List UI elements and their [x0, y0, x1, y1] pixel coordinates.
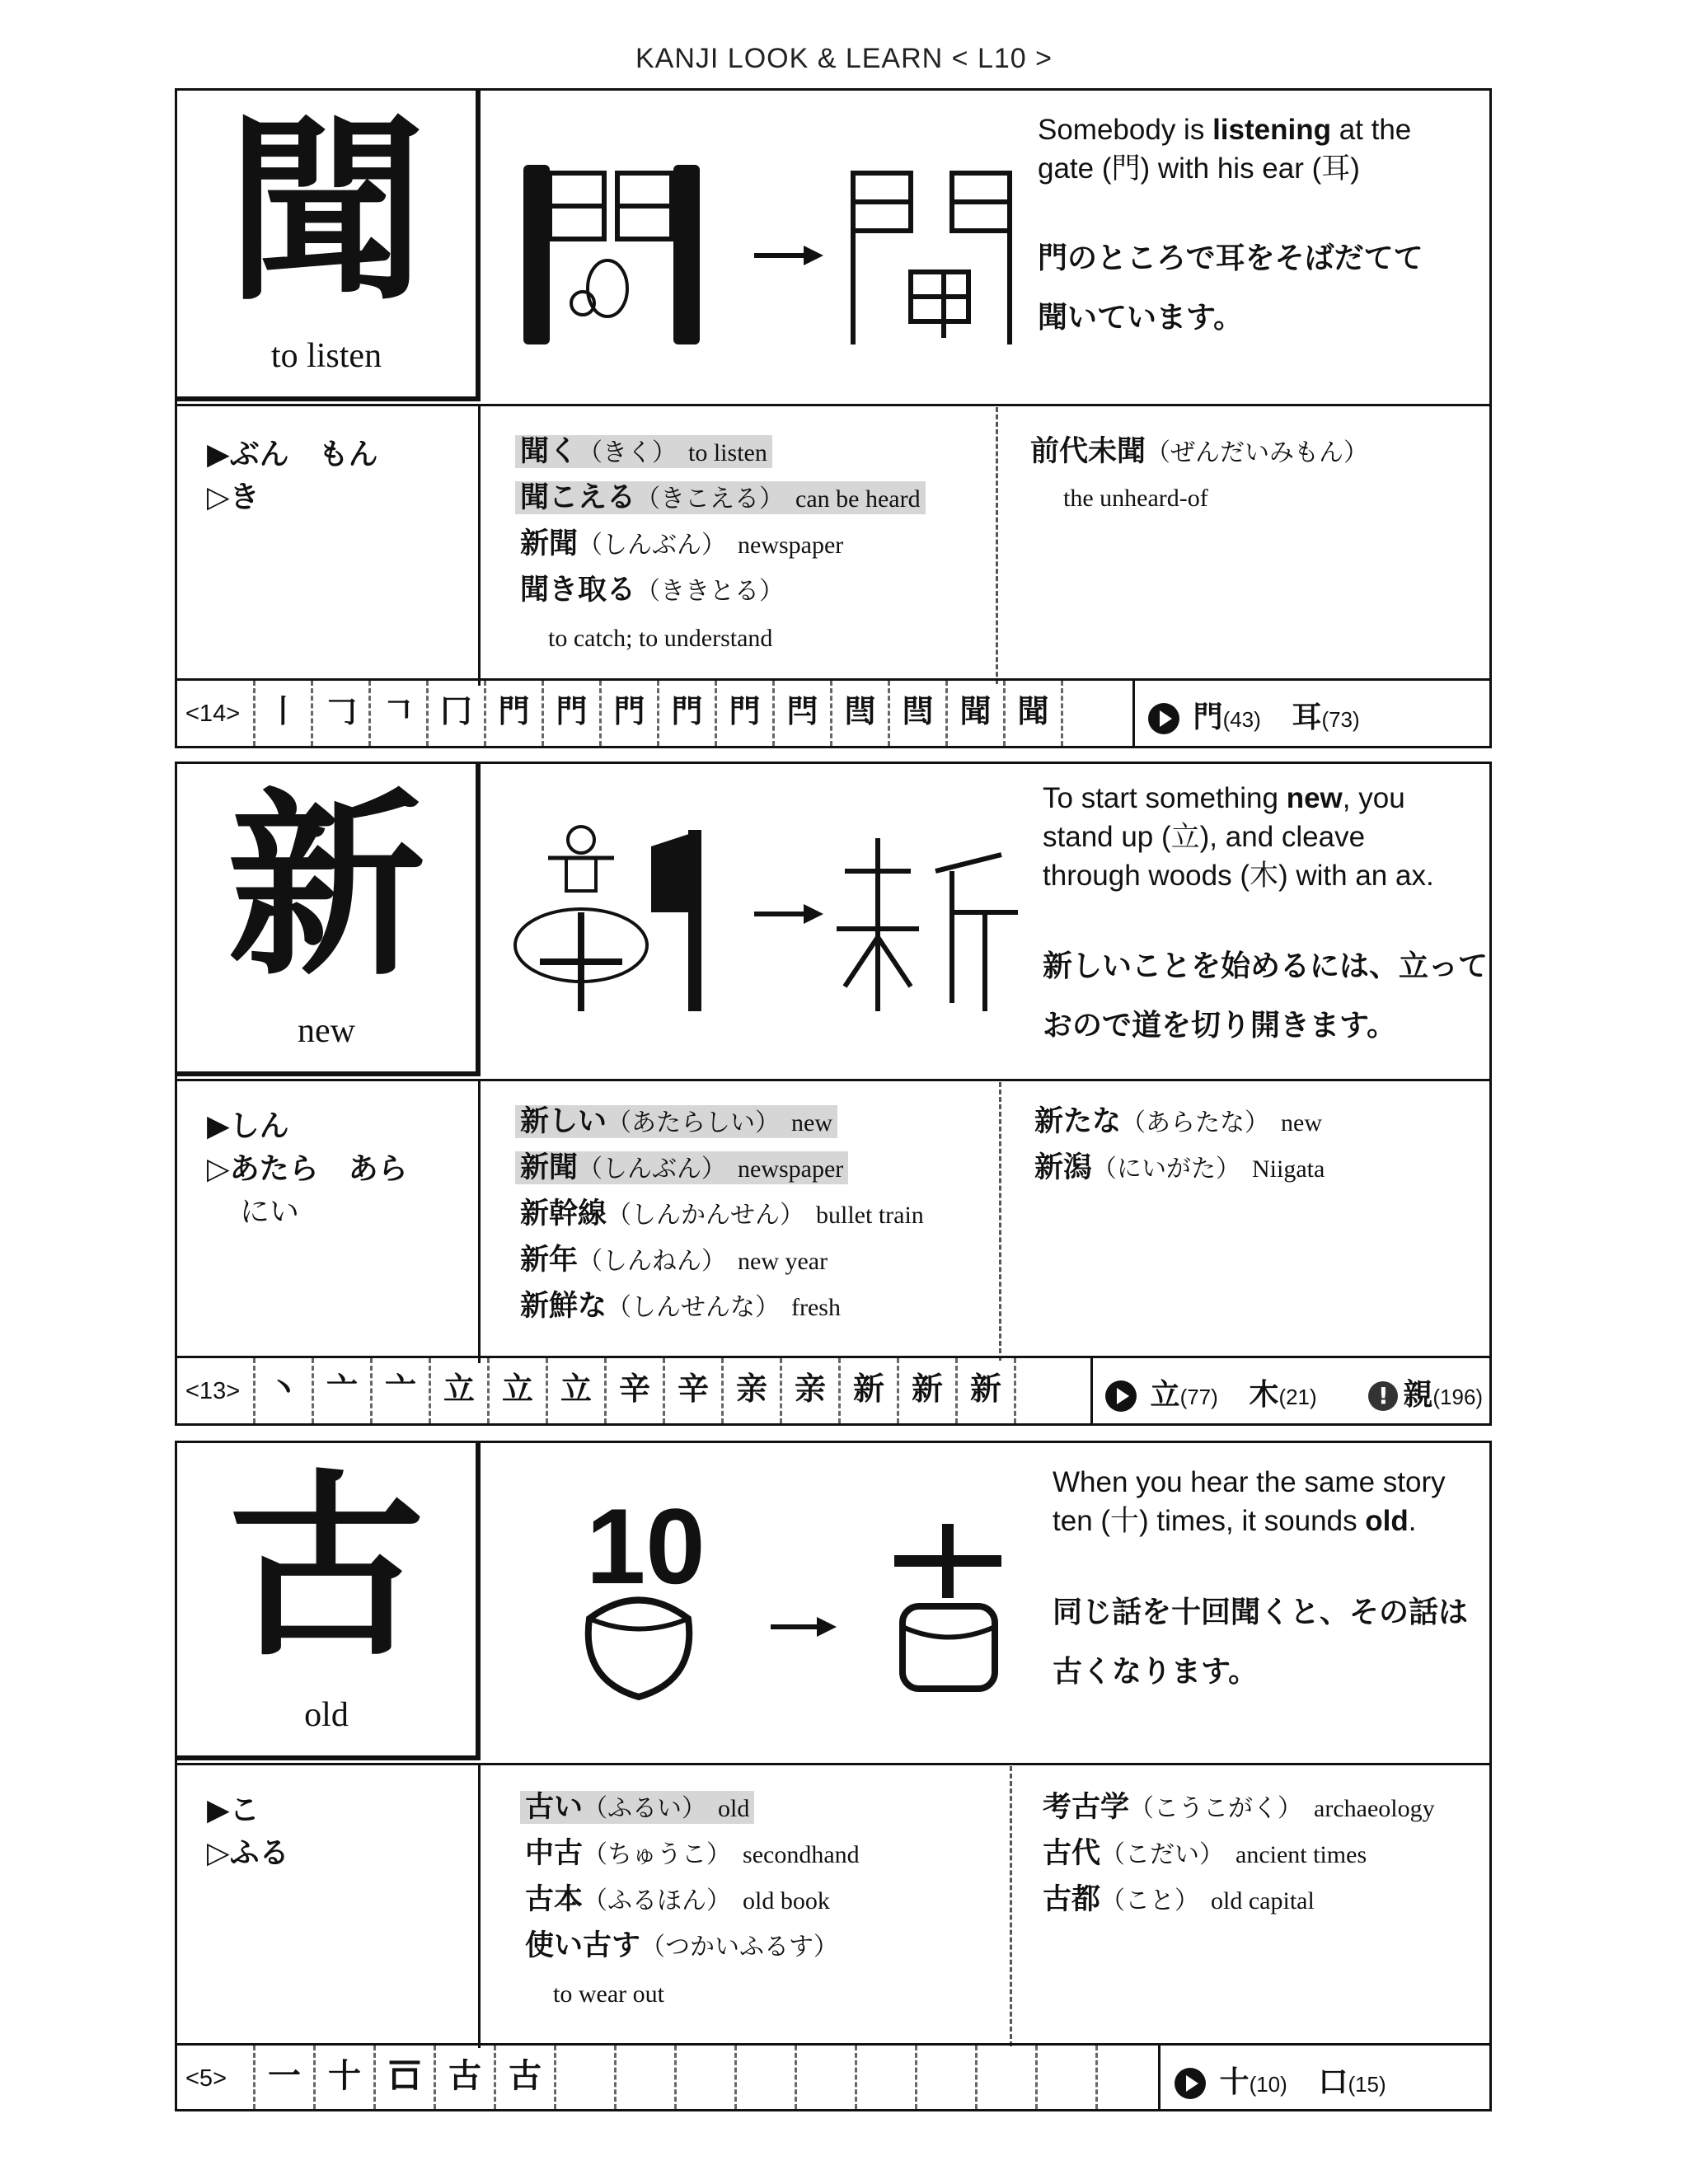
component-number: (15): [1348, 2072, 1386, 2097]
vocab-item: 中古（ちゅうこ） secondhand: [525, 1837, 860, 1870]
stroke-step: 辛: [663, 1358, 721, 1423]
mnemonic-english: [1053, 1463, 1481, 1540]
svg-text:10: 10: [586, 1491, 706, 1606]
stroke-step: 立: [546, 1358, 604, 1423]
stroke-step: 十: [313, 2046, 373, 2109]
kanji-meaning: old: [304, 1696, 349, 1734]
mnemonic-text: stand up (立), and cleave: [1043, 821, 1366, 853]
stroke-step: 亲: [780, 1358, 838, 1423]
mnemonic-jp-line: 聞いています。: [1038, 301, 1244, 335]
stroke-step: 聞: [1003, 681, 1061, 746]
mnemonic-keyword: new: [1286, 782, 1343, 814]
stroke-order-bar: [177, 2043, 1489, 2109]
vocab-divider: [996, 407, 998, 684]
kanji-box: [177, 764, 481, 1076]
stroke-empty-cell: [1035, 2046, 1095, 2109]
component-play-icon: [1175, 2068, 1206, 2099]
lookalike-number: (196): [1432, 1385, 1484, 1409]
mnemonic-jp-line: おので道を切り開きます。: [1043, 1009, 1397, 1043]
stroke-step: 立: [487, 1358, 546, 1423]
vocab-item: 新たな（あらたな） new: [1034, 1105, 1322, 1138]
vocab-item: 新潟（にいがた） Niigata: [1034, 1151, 1325, 1184]
vocab-item: 古本（ふるほん） old book: [525, 1883, 830, 1916]
stroke-empty-cell: [554, 2046, 614, 2109]
stroke-step: 亠: [370, 1358, 429, 1423]
stroke-step: 丶: [253, 1358, 312, 1423]
stroke-step: 閆: [830, 681, 888, 746]
stroke-step: 冂: [426, 681, 484, 746]
stroke-step: 門: [484, 681, 542, 746]
stroke-step: 𠮛: [373, 2046, 434, 2109]
mnemonic-jp-line: 同じ話を十回聞くと、その話は: [1053, 1596, 1469, 1629]
stroke-step: 門: [657, 681, 715, 746]
component-number: (21): [1278, 1385, 1317, 1409]
kanji-box: [177, 1443, 481, 1760]
mnemonic-text: , you: [1342, 782, 1405, 814]
vocab-item: 新聞（しんぶん） newspaper: [515, 1150, 848, 1188]
component-refs: [1148, 694, 1360, 759]
stroke-count: <13>: [185, 1378, 241, 1404]
component-number: (77): [1179, 1385, 1218, 1409]
component-kanji: 耳: [1292, 701, 1322, 734]
stroke-step: 門: [542, 681, 599, 746]
stroke-step: 門: [715, 681, 772, 746]
stroke-step: 閆: [888, 681, 945, 746]
stroke-step: 古: [434, 2046, 494, 2109]
component-kanji: 木: [1249, 1378, 1279, 1412]
big-kanji: 新: [227, 770, 425, 1002]
stroke-empty-cell: [1061, 681, 1118, 746]
mnemonic-jp-line: 古くなります。: [1053, 1655, 1259, 1689]
stroke-order-bar: [177, 678, 1489, 746]
mnemonic-japanese: [1038, 229, 1483, 348]
kun-reading: ▷き: [207, 480, 260, 514]
mnemonic-japanese: [1043, 937, 1488, 1056]
stroke-step: 新: [897, 1358, 955, 1423]
vocab-sub-gloss: the unheard-of: [1063, 485, 1208, 512]
on-reading: ▶しん: [207, 1109, 289, 1143]
stroke-step: 門: [599, 681, 657, 746]
mnemonic-english: [1038, 110, 1483, 188]
component-number: (43): [1222, 707, 1261, 732]
kanji-meaning: to listen: [270, 337, 382, 375]
vocab-item: 古都（こと） old capital: [1043, 1883, 1315, 1916]
lookalike-kanji: 親: [1403, 1378, 1433, 1412]
vocab-divider: [999, 1082, 1001, 1361]
component-play-icon: [1105, 1380, 1137, 1412]
stroke-empty-cell: [734, 2046, 795, 2109]
stroke-empty-cell: [1095, 2046, 1156, 2109]
vocab-item: 前代未聞（ぜんだいみもん）: [1030, 435, 1369, 468]
big-kanji: 古: [227, 1451, 425, 1683]
mnemonic-keyword: listening: [1212, 114, 1331, 146]
stroke-step: 一: [253, 2046, 313, 2109]
readings-panel: [177, 404, 481, 686]
kun-reading: ▷あたら あら: [207, 1152, 408, 1186]
vocab-item: 聞き取る（ききとる）: [520, 574, 785, 607]
kanji-box: [177, 91, 481, 401]
vocab-item: 新鮮な（しんせんな） fresh: [520, 1290, 841, 1323]
component-kanji: 十: [1219, 2065, 1250, 2099]
stroke-step: 亠: [312, 1358, 370, 1423]
vocab-sub-gloss: to catch; to understand: [548, 625, 773, 652]
stroke-step: 聞: [945, 681, 1003, 746]
stroke-step: 新: [955, 1358, 1014, 1423]
vocab-divider: [1010, 1766, 1012, 2046]
stroke-step: 古: [494, 2046, 554, 2109]
kanji-card-listen: [175, 88, 1492, 748]
mnemonic-jp-line: 門のところで耳をそばだてて: [1038, 241, 1423, 275]
mnemonic-text: gate (門) with his ear (耳): [1038, 152, 1360, 185]
vocab-sub-gloss: to wear out: [553, 1980, 664, 2008]
vocab-item: 聞く（きく） to listen: [515, 434, 772, 471]
stroke-step: 丨: [253, 681, 311, 746]
kanji-card-new: [175, 762, 1492, 1426]
vocab-list-extra: [1034, 1104, 1479, 1268]
component-number: (10): [1249, 2072, 1287, 2097]
mnemonic-text: through woods (木) with an ax.: [1043, 860, 1434, 892]
vocab-item: 聞こえる（きこえる） can be heard: [515, 480, 926, 518]
component-kanji: 立: [1150, 1378, 1180, 1412]
mnemonic-text: ten (十) times, it sounds: [1053, 1505, 1366, 1537]
mnemonic-text: To start something: [1043, 782, 1287, 814]
stroke-count: <14>: [185, 701, 241, 727]
stroke-step: 立: [429, 1358, 487, 1423]
on-reading: ▶ぶん もん: [207, 438, 378, 471]
vocab-item: 考古学（こうこがく） archaeology: [1043, 1791, 1435, 1824]
stroke-step: 𠃌: [311, 681, 368, 746]
stroke-step: 新: [838, 1358, 897, 1423]
stroke-empty-cell: [795, 2046, 855, 2109]
stroke-step: 𠃍: [368, 681, 426, 746]
kun-reading-extra: にい: [240, 1195, 300, 1229]
vocab-item: 古代（こだい） ancient times: [1043, 1837, 1367, 1870]
component-kanji: 門: [1193, 701, 1223, 734]
stroke-step: 辛: [604, 1358, 663, 1423]
mnemonic-text: Somebody is: [1038, 114, 1213, 146]
stroke-order-bar: [177, 1356, 1489, 1423]
stroke-empty-cell: [915, 2046, 975, 2109]
kanji-card-old: [175, 1441, 1492, 2111]
on-reading: ▶こ: [207, 1793, 260, 1827]
stroke-step: 亲: [721, 1358, 780, 1423]
mnemonic-text: When you hear the same story: [1053, 1466, 1446, 1498]
stroke-step: 閂: [772, 681, 830, 746]
vocab-list-extra: [1043, 1789, 1488, 1954]
vocab-item: 使い古す（つかいふるす）: [525, 1929, 839, 1962]
mnemonic-japanese: [1053, 1583, 1481, 1702]
stroke-empty-cell: [614, 2046, 674, 2109]
stroke-count: <5>: [185, 2065, 227, 2092]
kun-reading: ▷ふる: [207, 1836, 289, 1870]
component-kanji: 口: [1318, 2065, 1348, 2099]
vocab-item: 新聞（しんぶん） newspaper: [520, 527, 844, 560]
kanji-meaning: new: [298, 1012, 355, 1050]
stroke-empty-cell: [975, 2046, 1035, 2109]
component-play-icon: [1148, 703, 1179, 734]
stroke-empty-cell: [674, 2046, 734, 2109]
big-kanji: 聞: [227, 95, 425, 327]
readings-panel: [177, 1763, 481, 2048]
vocab-item: 新幹線（しんかんせん） bullet train: [520, 1197, 924, 1230]
mnemonic-keyword: old: [1365, 1505, 1409, 1537]
vocab-item: 新年（しんねん） new year: [520, 1244, 828, 1277]
vocab-item: 新しい（あたらしい） new: [515, 1104, 837, 1141]
vocab-list-extra: [1030, 434, 1475, 598]
mnemonic-text: at the: [1330, 114, 1412, 146]
mnemonic-english: [1043, 779, 1488, 895]
mnemonic-text: .: [1408, 1505, 1417, 1537]
component-number: (73): [1321, 707, 1360, 732]
mnemonic-jp-line: 新しいことを始めるには、立って: [1043, 949, 1489, 983]
vocab-item: 古い（ふるい） old: [520, 1789, 754, 1827]
readings-panel: [177, 1079, 481, 1363]
stroke-empty-cell: [1014, 1358, 1072, 1423]
component-refs: [1105, 1371, 1483, 1436]
caution-icon: !: [1368, 1381, 1398, 1411]
component-refs: [1175, 2059, 1386, 2122]
page-title: KANJI LOOK & LEARN < L10 >: [635, 43, 1053, 74]
stroke-empty-cell: [855, 2046, 915, 2109]
